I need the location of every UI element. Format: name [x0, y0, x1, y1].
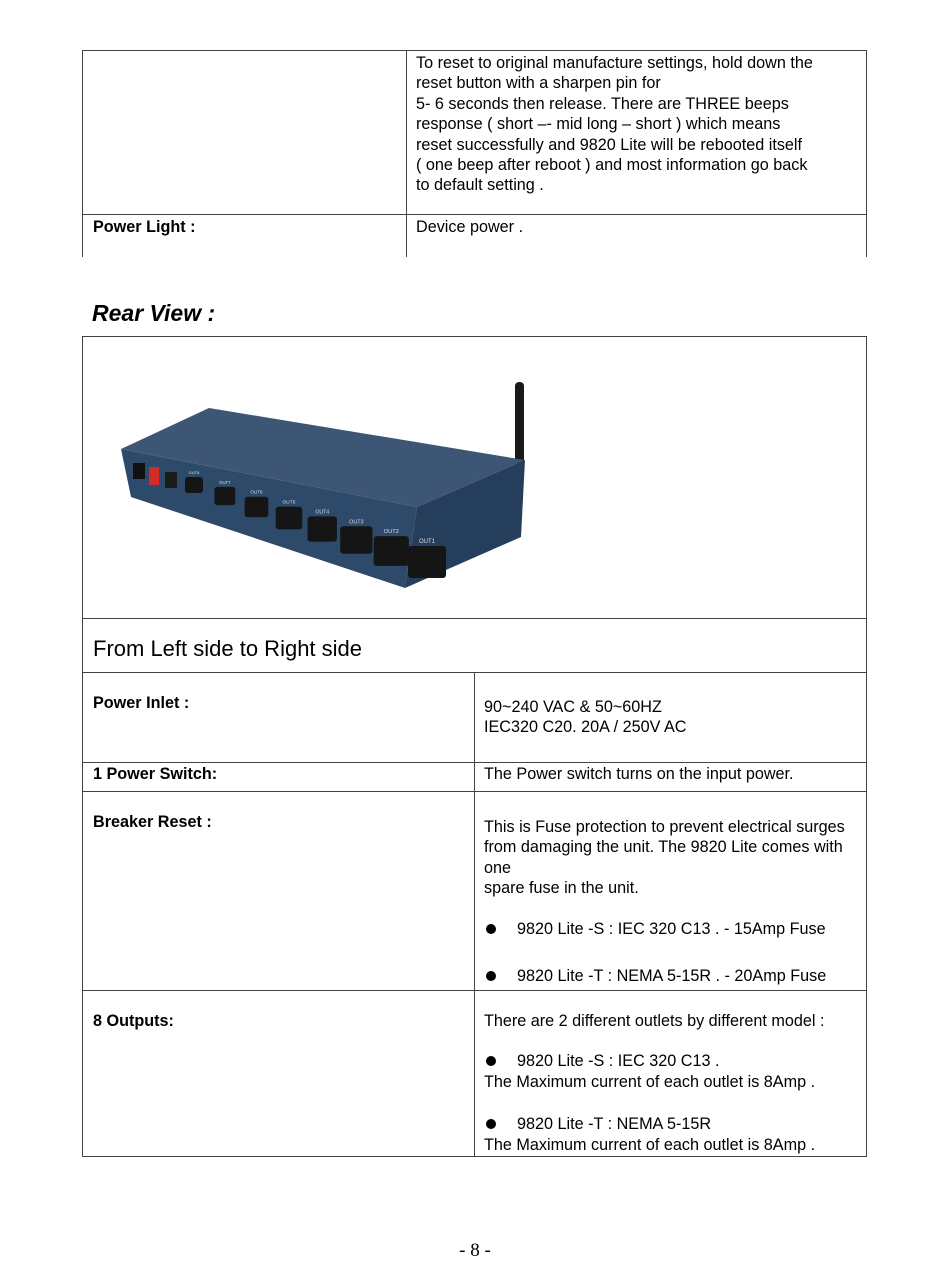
bullet-text: 9820 Lite -S : IEC 320 C13 . [517, 1052, 720, 1071]
reset-text-line: To reset to original manufacture settings, hold down the [416, 54, 813, 72]
breaker-reset-line: This is Fuse protection to prevent electrical surges [484, 818, 845, 836]
bullet-item [484, 1051, 857, 1071]
rear-view-table [82, 336, 867, 1157]
page-number: - 8 - [459, 1240, 491, 1261]
reset-text-line: reset button with a sharpen pin for [416, 74, 661, 93]
outlet-label: OUT7 [219, 479, 231, 485]
bullet-text: 9820 Lite -T : NEMA 5-15R . - 20Amp Fuse [517, 967, 827, 986]
front-panel-table [82, 50, 867, 257]
outlet-note: The Maximum current of each outlet is 8Amp . [484, 1072, 816, 1091]
power-inlet-line: 90~240 VAC & 50~60HZ [484, 698, 662, 716]
outputs-label-cell [83, 991, 475, 1157]
outlet-socket [340, 526, 372, 553]
outlet-label: OUT5 [282, 500, 296, 506]
outlet-label: OUT2 [383, 529, 399, 536]
outlet-label: OUT1 [418, 539, 436, 545]
reset-description-cell [407, 51, 867, 215]
bullet-item [484, 919, 857, 939]
power-inlet-port [133, 463, 145, 479]
outlet-socket [245, 497, 269, 518]
reset-text-line: ( one beep after reboot ) and most information go back [416, 156, 808, 175]
outputs-intro: There are 2 different outlets by different model : [484, 1012, 825, 1030]
power-switch-desc-cell [475, 763, 867, 792]
bullet-dot-icon [486, 971, 496, 981]
breaker-reset-label: Breaker Reset : [93, 813, 212, 831]
outlet-socket [408, 546, 446, 578]
reset-text-line: to default setting . [416, 176, 544, 195]
device-photo-cell [83, 337, 867, 619]
pdu-device-image [113, 357, 573, 617]
breaker-reset-label-cell [83, 792, 475, 991]
power-light-desc: Device power . [416, 218, 524, 236]
outlet-note: The Maximum current of each outlet is 8Amp . [484, 1135, 816, 1154]
outputs-desc-cell [475, 991, 867, 1157]
bullet-dot-icon [486, 1056, 496, 1066]
power-switch-desc: The Power switch turns on the input power. [484, 765, 794, 783]
from-line-cell [83, 619, 867, 673]
bullet-item [484, 966, 857, 986]
reset-label-cell [83, 51, 407, 215]
power-switch-label: 1 Power Switch: [93, 765, 218, 783]
reset-text-line: 5- 6 seconds then release. There are THREE beeps [416, 94, 789, 113]
bullet-dot-icon [486, 924, 496, 934]
from-left-to-right-text: From Left side to Right side [93, 636, 363, 661]
outlet-socket [374, 536, 409, 566]
outlet-socket [276, 507, 303, 530]
power-inlet-desc-cell [475, 673, 867, 763]
breaker-reset-desc-cell [475, 792, 867, 991]
power-switch-label-cell [83, 763, 475, 792]
outlet-label: OUT6 [250, 489, 263, 495]
reset-text-line: reset successfully and 9820 Lite will be rebooted itself [416, 135, 803, 154]
breaker-reset [165, 472, 177, 488]
power-inlet-label-cell [83, 673, 475, 763]
rear-view-heading: Rear View : [92, 300, 216, 326]
power-light-label: Power Light : [93, 218, 196, 236]
bullet-item [484, 1114, 857, 1134]
reset-text-line: response ( short –- mid long – short ) which means [416, 115, 781, 134]
outlet-label: OUT8 [188, 470, 200, 475]
breaker-reset-line: spare fuse in the unit. [484, 879, 639, 898]
power-switch [149, 467, 159, 485]
power-light-desc-cell [407, 215, 867, 257]
outlet-socket [185, 477, 203, 493]
outlet-socket [214, 487, 235, 505]
breaker-reset-line: from damaging the unit. The 9820 Lite comes with one [484, 838, 843, 877]
bullet-dot-icon [486, 1119, 496, 1129]
bullet-text: 9820 Lite -S : IEC 320 C13 . - 15Amp Fuse [517, 919, 826, 938]
outlet-socket [308, 516, 337, 541]
bullet-text: 9820 Lite -T : NEMA 5-15R [517, 1115, 712, 1134]
power-inlet-line: IEC320 C20. 20A / 250V AC [484, 718, 687, 737]
outlet-label: OUT4 [315, 509, 330, 516]
antenna [515, 382, 524, 464]
outlet-label: OUT3 [349, 519, 364, 526]
power-light-label-cell [83, 215, 407, 257]
outputs-label: 8 Outputs: [93, 1012, 174, 1030]
power-inlet-label: Power Inlet : [93, 694, 190, 712]
